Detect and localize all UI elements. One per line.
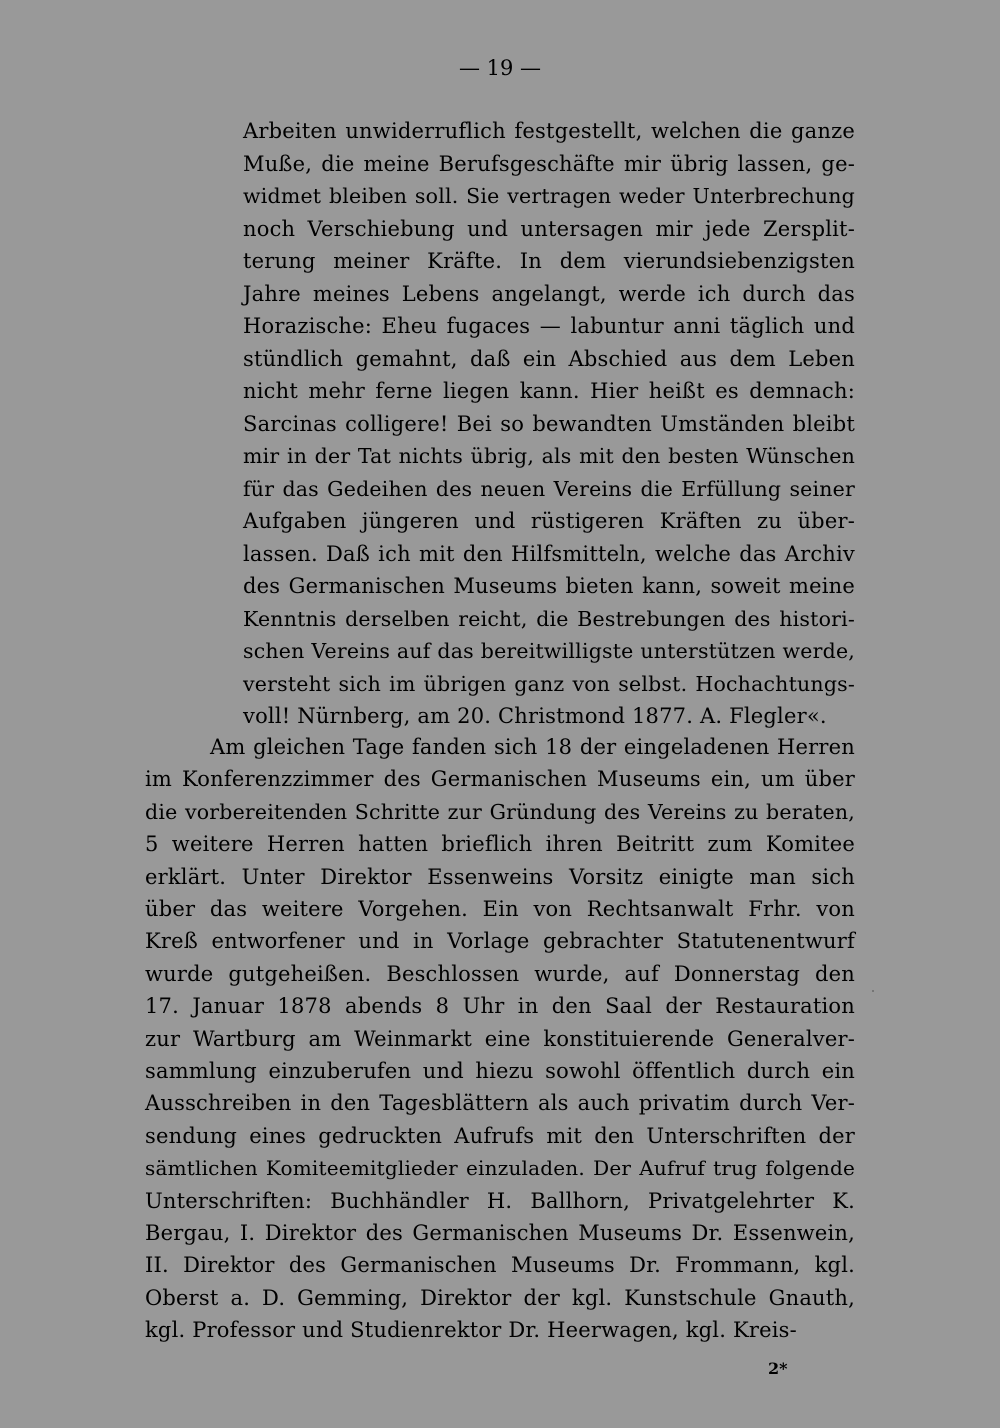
text-line: Horazische: Eheu fugaces — labuntur anni täglich und xyxy=(243,314,855,338)
text-line: Oberst a. D. Gemming, Direktor der kgl. Kunstschule Gnauth, xyxy=(145,1285,855,1310)
text-line: nicht mehr ferne liegen kann. Hier heißt es demnach: xyxy=(243,379,855,403)
text-line: II. Direktor des Germanischen Museums Dr. Frommann, kgl. xyxy=(145,1253,855,1278)
text-line: Am gleichen Tage fanden sich 18 der eingeladenen Herren xyxy=(210,735,855,759)
text-line: lassen. Daß ich mit den Hilfsmitteln, welche das Archiv xyxy=(243,541,855,566)
text-line: erklärt. Unter Direktor Essenweins Vorsitz einigte man sich xyxy=(145,864,855,889)
text-line: sämtlichen Komiteemitglieder einzuladen. Der Aufruf trug folgende xyxy=(145,1156,855,1181)
text-line: des Germanischen Museums bieten kann, soweit meine xyxy=(243,574,855,598)
text-line: im Konferenzzimmer des Germanischen Museums ein, um über xyxy=(145,767,855,792)
text-line: versteht sich im übrigen ganz von selbst. Hochachtungs- xyxy=(243,671,855,696)
text-line: sammlung einzuberufen und hiezu sowohl öffentlich durch ein xyxy=(145,1059,855,1083)
text-line: Muße, die meine Berufsgeschäfte mir übrig lassen, ge- xyxy=(243,151,855,176)
text-line: Ausschreiben in den Tagesblättern als auch privatim durch Ver- xyxy=(145,1091,855,1116)
text-line: Unterschriften: Buchhändler H. Ballhorn, Privatgelehrter K. xyxy=(145,1188,855,1213)
text-line: noch Verschiebung und untersagen mir jede Zersplit- xyxy=(243,216,855,241)
text-line: Jahre meines Lebens angelangt, werde ich durch das xyxy=(243,281,855,306)
text-line: stündlich gemahnt, daß ein Abschied aus dem Leben xyxy=(243,346,855,371)
text-line: kgl. Professor und Studienrektor Dr. Heerwagen, kgl. Kreis- xyxy=(145,1318,797,1343)
text-line: sendung eines gedruckten Aufrufs mit den Unterschriften der xyxy=(145,1123,855,1148)
text-line: mir in der Tat nichts übrig, als mit den besten Wünschen xyxy=(243,444,855,468)
text-line: voll! Nürnberg, am 20. Christmond 1877. A. Flegler«. xyxy=(243,704,827,728)
text-line: zur Wartburg am Weinmarkt eine konstituierende Generalver- xyxy=(145,1026,855,1051)
text-line: terung meiner Kräfte. In dem vierundsiebenzigsten xyxy=(243,249,855,273)
text-line: Arbeiten unwiderruflich festgestellt, welchen die ganze xyxy=(243,119,855,143)
text-line: 5 weitere Herren hatten brieflich ihren Beitritt zum Komitee xyxy=(145,832,855,857)
text-line: Kenntnis derselben reicht, die Bestrebungen des histori- xyxy=(243,606,855,631)
text-line: 17. Januar 1878 abends 8 Uhr in den Saal der Restauration xyxy=(145,994,855,1019)
dust-speck xyxy=(872,990,874,992)
text-line: widmet bleiben soll. Sie vertragen weder Unterbrechung xyxy=(243,184,855,208)
text-line: wurde gutgeheißen. Beschlossen wurde, auf Donnerstag den xyxy=(145,961,855,986)
page-number: — 19 — xyxy=(458,56,542,80)
text-line: Kreß entworfener und in Vorlage gebrachter Statutenentwurf xyxy=(145,929,855,954)
text-line: die vorbereitenden Schritte zur Gründung des Vereins zu beraten, xyxy=(145,799,855,824)
signature-mark: 2* xyxy=(768,1359,788,1378)
text-line: Bergau, I. Direktor des Germanischen Museums Dr. Essenwein, xyxy=(145,1221,855,1245)
text-line: über das weitere Vorgehen. Ein von Rechtsanwalt Frhr. von xyxy=(145,897,855,921)
text-line: Sarcinas colligere! Bei so bewandten Umständen bleibt xyxy=(243,411,855,436)
text-line: für das Gedeihen des neuen Vereins die Erfüllung seiner xyxy=(243,476,855,501)
text-line: schen Vereins auf das bereitwilligste unterstützen werde, xyxy=(243,639,855,663)
text-line: Aufgaben jüngeren und rüstigeren Kräften zu über- xyxy=(243,509,855,533)
